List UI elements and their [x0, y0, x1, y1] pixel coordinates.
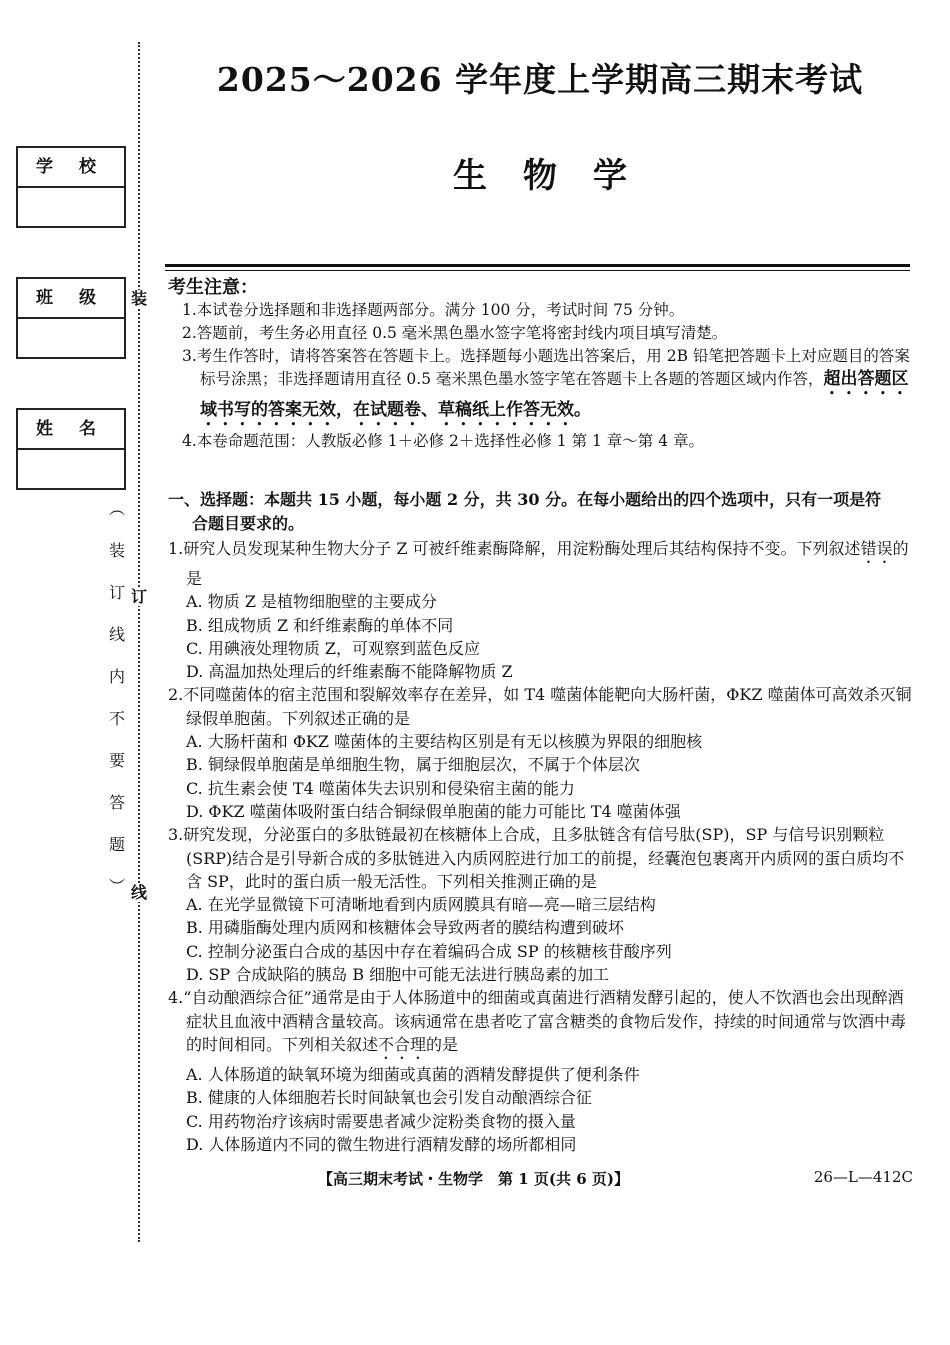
binding-mark-xian: 线: [131, 883, 148, 902]
option-c: C. 控制分泌蛋白合成的基因中存在着编码合成 SP 的核糖核苷酸序列: [186, 941, 672, 961]
question-list: [168, 537, 913, 1156]
section-heading-line2: 合题目要求的。: [192, 514, 305, 533]
vertical-char: 要: [108, 751, 125, 770]
option-d: D. SP 合成缺陷的胰岛 B 细胞中可能无法进行胰岛素的加工: [186, 965, 610, 985]
vertical-char: 答: [108, 793, 125, 812]
footer-page-info: 【高三期末考试・生物学 第 1 页(共 6 页)】: [318, 1170, 629, 1188]
notice-heading: 考生注意：: [168, 277, 258, 298]
header-rule-thick: [165, 264, 910, 267]
notice-item: 2.答题前，考生务必用直径 0.5 毫米黑色墨水签字笔将密封线内项目填写清楚。: [182, 324, 728, 342]
option-a: A. 人体肠道的缺氧环境为细菌或真菌的酒精发酵提供了便利条件: [186, 1064, 640, 1084]
class-label: 班 级: [18, 279, 124, 319]
notice-item: [168, 345, 913, 430]
stem-text: 4.“自动酿酒综合征”通常是由于人体肠道中的细菌或真菌进行酒精发酵引起的，使人不饮酒也会出现醉酒症状且血液中酒精含量较高。该病通常在患者吃了富含糖类的食物后发作，持续的时间通常与饮酒中毒的时间相同。下列相关叙述: [168, 988, 907, 1054]
school-field[interactable]: [16, 146, 126, 228]
subject-title: 生物学: [453, 156, 663, 196]
school-label: 学 校: [18, 148, 124, 188]
option-a: A. 物质 Z 是植物细胞壁的主要成分: [186, 592, 438, 612]
binding-mark-ding: 订: [131, 587, 148, 606]
name-label: 姓 名: [18, 410, 124, 450]
question-stem: [168, 683, 913, 730]
option-a: A. 在光学显微镜下可清晰地看到内质网膜具有暗—亮—暗三层结构: [186, 895, 656, 915]
class-field[interactable]: [16, 277, 126, 359]
vertical-char: 题: [108, 835, 125, 854]
stem-text-end: 的是: [426, 1034, 459, 1054]
vertical-char: 线: [108, 625, 125, 644]
question-3: [168, 823, 913, 986]
name-field[interactable]: [16, 408, 126, 490]
binding-mark-zhuang: 装: [131, 289, 148, 308]
stem-text: 3.研究发现，分泌蛋白的多肽链最初在核糖体上合成，且多肽链含有信号肽(SP)，SP 与信号识别颗粒(SRP)结合是引导新合成的多肽链进入内质网腔进行加工的前提，经囊泡包裹离开内质网的蛋白质均不含 SP，此时的蛋白质一般无活性。下列相关推测正确的是: [168, 825, 905, 891]
option-d: D. 高温加热处理后的纤维素酶不能降解物质 Z: [186, 662, 513, 682]
exam-title: 2025～2026 学年度上学期高三期末考试: [216, 60, 864, 99]
binding-warning-vertical: [108, 488, 126, 908]
header-rule-thin: [165, 270, 910, 271]
footer-exam-code: 26—L—412C: [813, 1168, 913, 1186]
option-b: B. 用磷脂酶处理内质网和核糖体会导致两者的膜结构遭到破坏: [186, 918, 624, 938]
question-stem: [168, 823, 913, 893]
option-a: A. 大肠杆菌和 ΦKZ 噬菌体的主要结构区别是有无以核膜为界限的细胞核: [186, 732, 703, 752]
vertical-char: 装: [108, 541, 125, 560]
question-stem: [168, 986, 913, 1063]
question-4: [168, 986, 913, 1156]
option-b: B. 铜绿假单胞菌是单细胞生物，属于细胞层次，不属于个体层次: [186, 755, 640, 775]
option-d: D. 人体肠道内不同的微生物进行酒精发酵的场所都相同: [186, 1134, 577, 1154]
section-heading-line1: 一、选择题：本题共 15 小题，每小题 2 分，共 30 分。在每小题给出的四个选项中，只有一项是符: [168, 490, 882, 509]
option-c: C. 抗生素会使 T4 噬菌体失去识别和侵染宿主菌的能力: [186, 778, 575, 798]
notice-item: 4.本卷命题范围：人教版必修 1＋必修 2＋选择性必修 1 第 1 章～第 4 章。: [182, 432, 705, 450]
vertical-char: 订: [108, 583, 125, 602]
option-b: B. 组成物质 Z 和纤维素酶的单体不同: [186, 615, 454, 635]
stem-text-end: 的是: [186, 539, 909, 588]
notice-item-text: 3.考生作答时，请将答案答在答题卡上。选择题每小题选出答案后，用 2B 铅笔把答题卡上对应题目的答案标号涂黑；非选择题请用直径 0.5 毫米黑色墨水签字笔在答题卡上各题的答题区域内作答，: [182, 347, 910, 388]
vertical-char: ︵: [108, 499, 125, 518]
option-c: C. 用碘液处理物质 Z，可观察到蓝色反应: [186, 638, 481, 658]
stem-emphasis: 错误: [860, 539, 893, 558]
stem-emphasis: 不合理: [378, 1034, 427, 1054]
notice-emphasis: 超出答题区域书写的答案无效，在试题卷、草稿纸上作答无效。: [200, 369, 909, 420]
section-heading: [168, 488, 913, 536]
option-c: C. 用药物治疗该病时需要患者减少淀粉类食物的摄入量: [186, 1111, 576, 1131]
option-d: D. ΦKZ 噬菌体吸附蛋白结合铜绿假单胞菌的能力可能比 T4 噬菌体强: [186, 801, 681, 821]
vertical-char: 不: [108, 709, 125, 728]
question-1: [168, 537, 913, 683]
question-stem: [168, 537, 913, 590]
stem-text: 2.不同噬菌体的宿主范围和裂解效率存在差异，如 T4 噬菌体能靶向大肠杆菌，ΦKZ 噬菌体可高效杀灭铜绿假单胞菌。下列叙述正确的是: [168, 685, 912, 728]
notice-item: 1.本试卷分选择题和非选择题两部分。满分 100 分，考试时间 75 分钟。: [182, 301, 685, 319]
vertical-char: 内: [108, 667, 125, 686]
stem-text: 1.研究人员发现某种生物大分子 Z 可被纤维素酶降解，用淀粉酶处理后其结构保持不变。下列叙述: [168, 539, 861, 558]
binding-dotted-line: [138, 42, 140, 1242]
question-2: [168, 683, 913, 823]
vertical-char: ︶: [108, 877, 125, 896]
candidate-notice: [168, 276, 913, 453]
option-b: B. 健康的人体细胞若长时间缺氧也会引发自动酿酒综合征: [186, 1088, 592, 1108]
